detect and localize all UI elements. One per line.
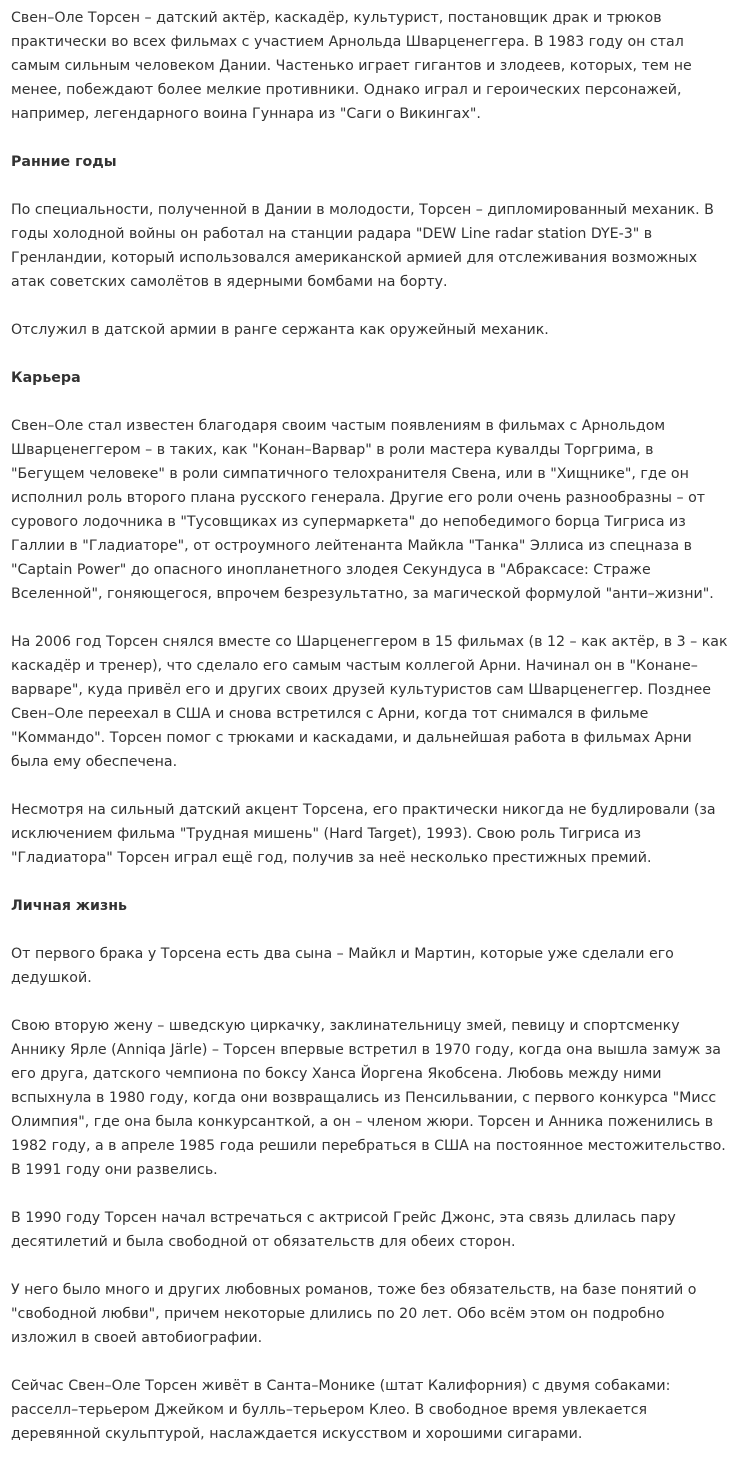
paragraph: У него было много и других любовных романов, тоже без обязательств, на базе понятий о "свободной любви", причем некоторые длились по 20 лет. Обо всём этом он подробно изложил в своей автобиографии. bbox=[11, 1282, 697, 1346]
section-heading-personal-life: Личная жизнь bbox=[11, 898, 127, 914]
paragraph: Несмотря на сильный датский акцент Торсена, его практически никогда не будлировали (за исключением фильма "Трудная мишень" (Hard Target), 1993). Свою роль Тигриса из "Гладиатора" Торсен играл ещё год, получив за неё несколько престижных премий. bbox=[11, 802, 716, 866]
paragraph: По специальности, полученной в Дании в молодости, Торсен – дипломированный механик. В годы холодной войны он работал на станции радара "DEW Line radar station DYE-3" в Гренландии, который использовался американской армией для отслеживания возможных атак советских самолётов в ядерными бомбами на борту. bbox=[11, 202, 714, 290]
paragraph: На 2006 год Торсен снялся вместе со Шарценеггером в 15 фильмах (в 12 – как актёр, в 3 – как каскадёр и тренер), что сделало его самым частым коллегой Арни. Начинал он в "Конане–варваре", куда привёл его и других своих друзей культуристов сам Шварценеггер. Позднее Свен–Оле переехал в США и снова встретился с Арни, когда тот снимался в фильме "Коммандо". Торсен помог с трюками и каскадами, и дальнейшая работа в фильмах Арни была ему обеспечена. bbox=[11, 634, 728, 770]
section-heading-career: Карьера bbox=[11, 370, 81, 386]
article bbox=[11, 6, 729, 1470]
paragraph: Свен–Оле стал известен благодаря своим частым появлениям в фильмах с Арнольдом Шварценеггером – в таких, как "Конан–Варвар" в роли мастера кувалды Торгрима, в "Бегущем человеке" в роли симпатичного телохранителя Свена, или в "Хищнике", где он исполнил роль второго плана русского генерала. Другие его роли очень разнообразны – от сурового лодочника в "Тусовщиках из супермаркета" до непобедимого борца Тигриса из Галлии в "Гладиаторе", от остроумного лейтенанта Майкла "Танка" Эллиса из спецназа в "Captain Power" до опасного инопланетного злодея Секундуса в "Абраксасе: Страже Вселенной", гоняющегося, впрочем безрезультатно, за магической формулой "анти–жизни". bbox=[11, 418, 714, 602]
intro-paragraph: Свен–Оле Торсен – датский актёр, каскадёр, культурист, постановщик драк и трюков практически во всех фильмах с участием Арнольда Шварценеггера. В 1983 году он стал самым сильным человеком Дании. Частенько играет гигантов и злодеев, которых, тем не менее, побеждают более мелкие противники. Однако играл и героических персонажей, например, легендарного воина Гуннара из "Саги о Викингах". bbox=[11, 10, 692, 122]
paragraph: От первого брака у Торсена есть два сына – Майкл и Мартин, которые уже сделали его дедушкой. bbox=[11, 946, 674, 986]
paragraph: В 1990 году Торсен начал встречаться с актрисой Грейс Джонс, эта связь длилась пару десятилетий и была свободной от обязательств для обеих сторон. bbox=[11, 1210, 676, 1250]
paragraph: Отслужил в датской армии в ранге сержанта как оружейный механик. bbox=[11, 322, 549, 338]
paragraph: Свою вторую жену – шведскую циркачку, заклинательницу змей, певицу и спортсменку Аннику Ярле (Anniqa Järle) – Торсен впервые встретил в 1970 году, когда она вышла замуж за его друга, датского чемпиона по боксу Ханса Йоргена Якобсена. Любовь между ними вспыхнула в 1980 году, когда они возвращались из Пенсильвании, с первого конкурса "Мисс Олимпия", где она была конкурсанткой, а он – членом жюри. Торсен и Анника поженились в 1982 году, а в апреле 1985 года решили перебраться в США на постоянное местожительство. В 1991 году они развелись. bbox=[11, 1018, 726, 1178]
paragraph: Сейчас Свен–Оле Торсен живёт в Санта–Монике (штат Калифорния) с двумя собаками: расселл–терьером Джейком и булль–терьером Клео. В свободное время увлекается деревянной скульптурой, наслаждается искусством и хорошими сигарами. bbox=[11, 1378, 671, 1442]
section-heading-early-years: Ранние годы bbox=[11, 154, 117, 170]
